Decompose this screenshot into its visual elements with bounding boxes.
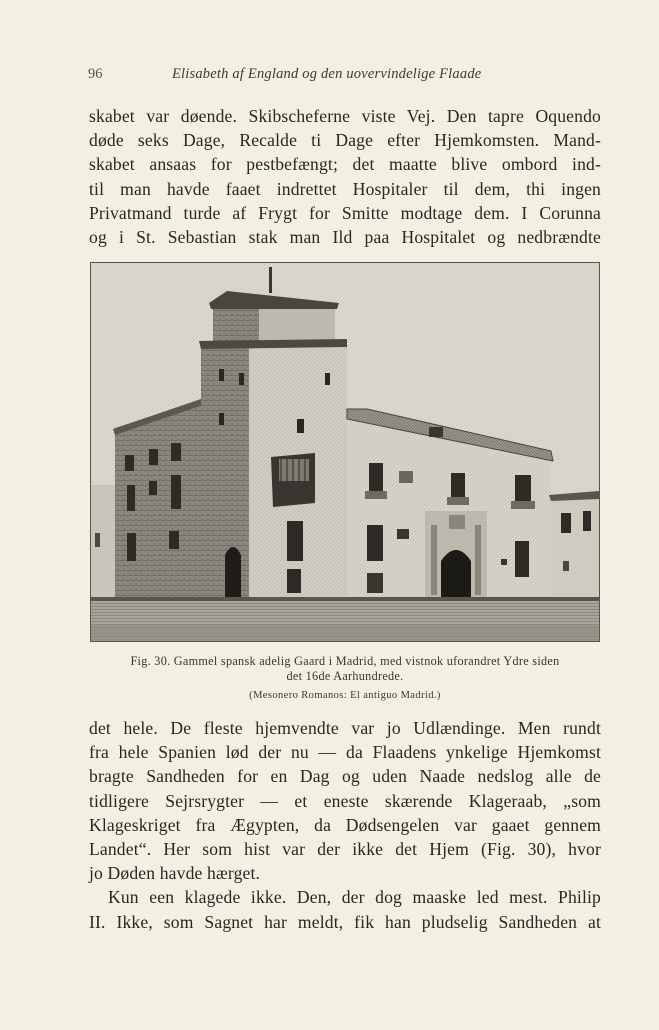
figure-source: (Mesonero Romanos: El antiguo Madrid.) — [249, 690, 441, 701]
text-line: Klageskriget fra Ægypten, da Dødsengelen var gaaet gennem — [89, 814, 601, 835]
body-text-top — [89, 104, 601, 249]
figure-caption — [89, 654, 601, 703]
text-line: Privatmand turde af Frygt for Smitte modtage dem. I Corunna — [89, 202, 601, 223]
text-line: II. Ikke, som Sagnet har meldt, fik han pludselig Sandheden at — [89, 911, 601, 932]
text-line: bragte Sandheden for en Dag og uden Naade nedslog alle de — [89, 766, 601, 787]
text-line: døde seks Dage, Recalde ti Dage efter Hjemkomsten. Mand- — [89, 130, 601, 151]
caption-line: det 16de Aarhundrede. — [286, 669, 404, 683]
text-line: til man havde faaet indrettet Hospitaler til dem, thi ingen — [89, 178, 601, 199]
building-illustration — [90, 262, 600, 642]
page-header — [88, 66, 528, 86]
building-engraving — [91, 263, 599, 641]
text-line: og i St. Sebastian stak man Ild paa Hospitalet og nedbrændte — [89, 226, 601, 247]
text-line: det hele. De fleste hjemvendte var jo Udlændinge. Men rundt — [89, 718, 601, 738]
body-text-bottom — [89, 716, 601, 934]
text-line: skabet ansaas for pestbefængt; det maatte blive ombord ind- — [89, 154, 601, 175]
text-line: tidligere Sejrsrygter — et eneste skærende Klageraab, „som — [89, 790, 601, 811]
running-title: Elisabeth af England og den uovervindelige Flaade — [172, 66, 482, 82]
caption-line: Fig. 30. Gammel spansk adelig Gaard i Madrid, med vistnok uforandret Ydre siden — [130, 654, 560, 668]
text-line: skabet var døende. Skibscheferne viste Vej. Den tapre Oquendo — [89, 106, 601, 126]
text-line: fra hele Spanien lød der nu — da Flaadens ynkelige Hjemkomst — [89, 742, 601, 763]
text-line: Landet“. Her som hist var der ikke det Hjem (Fig. 30), hvor — [89, 838, 601, 859]
text-line: jo Døden havde hærget. — [89, 863, 261, 884]
text-line: Kun een klagede ikke. Den, der dog maaske led mest. Philip — [108, 887, 601, 908]
page-number: 96 — [88, 66, 103, 82]
